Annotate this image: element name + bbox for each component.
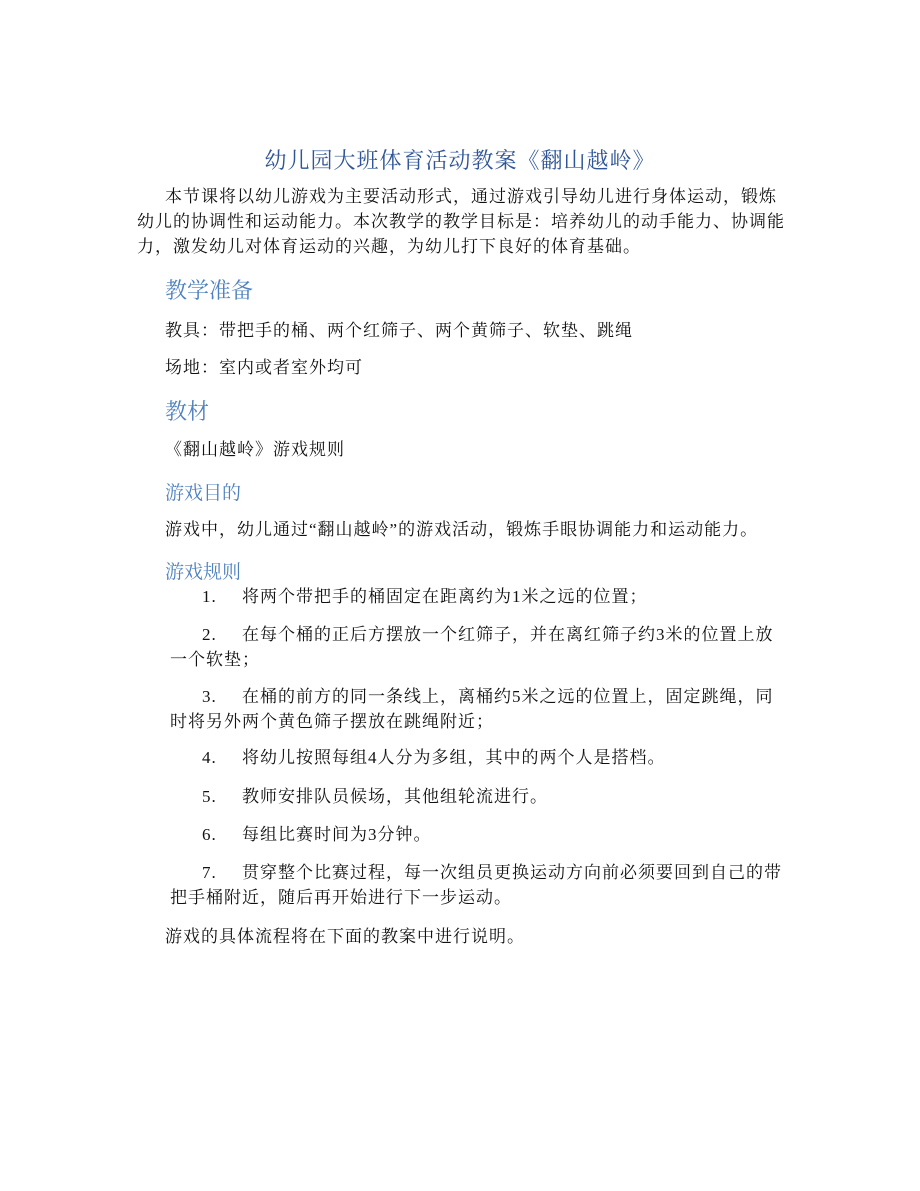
prep-tools: 教具：带把手的桶、两个红筛子、两个黄筛子、软垫、跳绳 <box>165 321 633 340</box>
rule-text: 每组比赛时间为3分钟。 <box>242 825 432 844</box>
rule-item <box>170 860 788 910</box>
rule-number: 4. <box>202 748 217 767</box>
intro-paragraph: 本节课将以幼儿游戏为主要活动形式，通过游戏引导幼儿进行身体运动，锻炼幼儿的协调性和运动能力。本次教学的教学目标是：培养幼儿的动手能力、协调能力，激发幼儿对体育运动的兴趣，为幼儿打下良好的体育基础。 <box>137 187 785 256</box>
document-title: 幼儿园大班体育活动教案《翻山越岭》 <box>264 148 656 173</box>
rule-text: 贯穿整个比赛过程，每一次组员更换运动方向前必须要回到自己的带把手桶附近，随后再开始进行下一步运动。 <box>170 863 782 907</box>
rule-item <box>170 822 788 847</box>
purpose-text: 游戏中，幼儿通过“翻山越岭”的游戏活动，锻炼手眼协调能力和运动能力。 <box>165 520 759 539</box>
rule-number: 2. <box>202 625 217 644</box>
heading-teaching-prep: 教学准备 <box>165 278 254 303</box>
rule-item <box>170 684 788 734</box>
rule-text: 将幼儿按照每组4人分为多组，其中的两个人是搭档。 <box>242 748 666 767</box>
rule-text: 在桶的前方的同一条线上，离桶约5米之远的位置上，固定跳绳，同时将另外两个黄色筛子摆放在跳绳附近； <box>170 687 774 731</box>
heading-purpose: 游戏目的 <box>165 483 242 504</box>
rule-item <box>170 622 788 672</box>
rule-number: 1. <box>202 587 217 606</box>
rule-item <box>170 784 788 809</box>
rule-number: 7. <box>202 863 217 882</box>
heading-material: 教材 <box>165 399 210 424</box>
prep-venue: 场地：室内或者室外均可 <box>165 358 363 377</box>
heading-rules: 游戏规则 <box>165 562 242 583</box>
rule-item <box>170 745 788 770</box>
rule-item <box>170 584 788 609</box>
rule-number: 5. <box>202 787 217 806</box>
rule-number: 3. <box>202 687 217 706</box>
rule-text: 在每个桶的正后方摆放一个红筛子，并在离红筛子约3米的位置上放一个软垫； <box>170 625 774 669</box>
rule-text: 教师安排队员候场，其他组轮流进行。 <box>242 787 548 806</box>
closing-text: 游戏的具体流程将在下面的教案中进行说明。 <box>165 927 525 946</box>
rule-text: 将两个带把手的桶固定在距离约为1米之远的位置； <box>242 587 648 606</box>
material-text: 《翻山越岭》游戏规则 <box>165 440 345 459</box>
rule-number: 6. <box>202 825 217 844</box>
